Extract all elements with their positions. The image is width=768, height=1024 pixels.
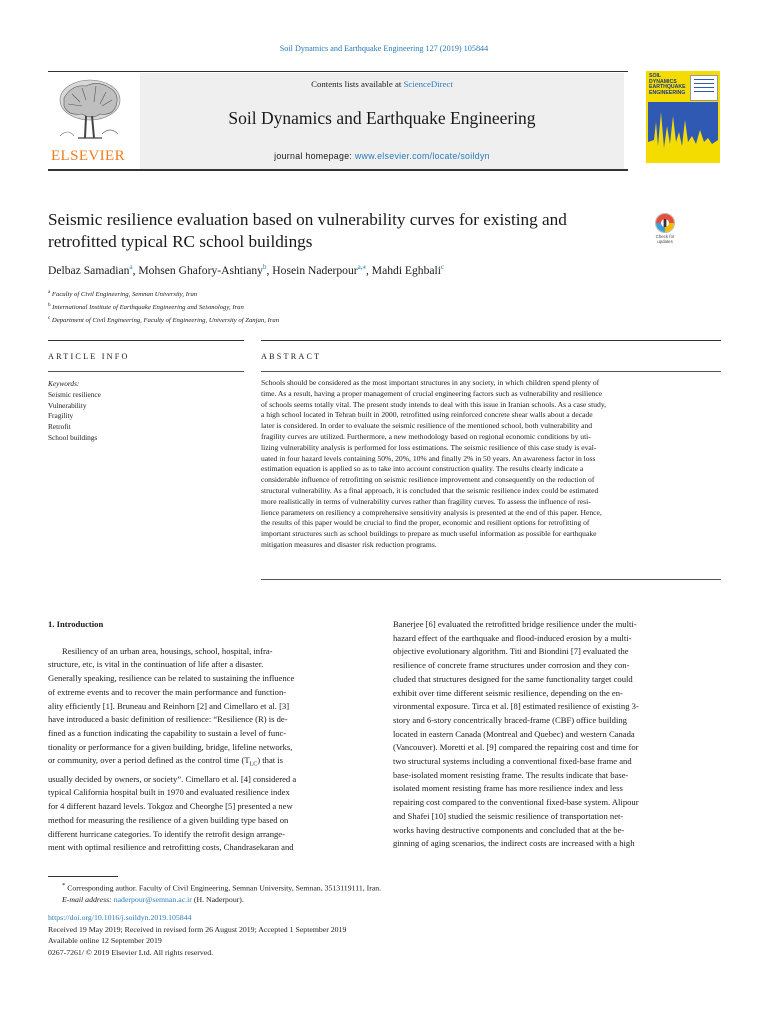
header-bottom-rule — [48, 169, 628, 171]
cover-seismogram-graphic — [648, 102, 718, 158]
article-title: Seismic resilience evaluation based on vulnerability curves for existing and retrofitted typical RC school buildings — [48, 210, 567, 251]
author-affiliation-mark[interactable]: b — [262, 263, 267, 271]
article-info-divider — [48, 371, 244, 372]
keywords-label: Keywords: — [48, 379, 80, 388]
article-info-heading: ARTICLE INFO — [48, 352, 130, 361]
affiliation-item: $^a$ Faculty of Civil Engineering, Semnan University, Iran — [48, 290, 198, 299]
email-note: E-mail address: naderpour@semnan.ac.ir (H. Naderpour). — [62, 895, 244, 905]
keywords-block — [48, 379, 101, 444]
email-link[interactable]: naderpour@semnan.ac.ir — [113, 895, 192, 905]
cover-title: SOIL DYNAMICS EARTHQUAKE ENGINEERING — [649, 73, 686, 97]
author-separator: , — [365, 263, 372, 277]
elsevier-wordmark: ELSEVIER — [50, 148, 126, 164]
elsevier-tree-logo — [52, 76, 126, 146]
journal-homepage-line — [140, 151, 624, 161]
abstract-top-rule — [261, 340, 721, 341]
keyword-item: School buildings — [48, 432, 98, 442]
homepage-label: journal homepage: — [274, 151, 353, 161]
keyword-item: Vulnerability — [48, 400, 87, 410]
abstract-divider — [261, 371, 721, 372]
affiliation-item: $^b$ International Institute of Earthquake Engineering and Seismology, Iran — [48, 302, 244, 312]
contents-prefix: Contents lists available at — [311, 79, 402, 89]
homepage-link[interactable]: www.elsevier.com/locate/soildyn — [354, 151, 490, 161]
header-top-rule — [48, 71, 628, 72]
body-column-right: Banerjee [6] evaluated the retrofitted bridge resilience under the multi- hazard effect of the earthquake and flood-induced erosion by a multi- objective evolutionary algorithm. Titi and Biondini [7] evaluated the resilience of concrete frame structures under corrosion and they con- cluded that structures designed for the same functionality target could exhibit over time different seismic resilience, depending on the en- vironmental exposure. Tirca et al. [8] estimated resilience of existing 3- story and 6-story concentrically braced-frame (CBF) office building located in eastern Canada (Montreal and Quebec) and western Canada (Vancouver). Moretti et al. [9] compared the repairing cost and time for two structural systems including a conventional fixed-base frame and base-isolated moment resisting frame. The results indicate that base- isolated moment resisting frame has more resilience index and less repairing cost compared to the conventional fixed-base system. Alipour and Shafei [10] studied the seismic resilience of transportation net- works having destructive components and concluded that at the be- ginning of aging scenarios, the indirect costs are increased with a high — [393, 619, 639, 849]
keyword-item: Fragility — [48, 411, 74, 421]
crossmark-label: Check for updates — [655, 234, 675, 244]
copyright-line: 0267-7261/ © 2019 Elsevier Ltd. All rights reserved. — [48, 947, 214, 957]
affiliation-item: $^c$ Department of Civil Engineering, Faculty of Engineering, University of Zanjan, Iran — [48, 315, 280, 324]
author-name[interactable]: Hosein Naderpour — [272, 263, 358, 277]
cover-contents-box — [690, 75, 718, 101]
author-separator: , — [132, 263, 139, 277]
author-separator: , — [266, 263, 273, 277]
abstract-text: Schools should be considered as the most important structures in any society, in which children spend plenty of time. As a result, having a proper management of crucial engineering factors such as vulnerability and resilience of schools seems totally vital. The present study intends to deal with this issue in Iranian schools. As a case study, a high school located in Tehran built in 2000, retrofitted using reinforced concrete shear walls about a decade later is considered. In order to evaluate the seismic resilience of the mentioned school, both vulnerability and fragility curves are utilized. Furthermore, a new methodology based on regional economic conditions by uti- lizing vulnerability analysis is performed for loss estimations. The seismic resilience of this case study is eval- uated in four hazard levels containing 50%, 20%, 10% and finally 2% in 50 years. An awareness factor in loss estimation equation is applied so as to take into account construction quality. The results clearly indicate a considerable influence of retrofitting on seismic resilience improvement and consequently on the reduction of structural vulnerability. As a final approach, it is concluded that the seismic resilience index could be estimated more realistically in terms of vulnerability curves rather than fragility curves. To assess the influence of resi- lience parameters on resiliency a comprehensive sensitivity analysis is presented at the end of this paper. Hence, the results of this paper would be crucial to find the proper, economic and resilient options for retrofitting of important structures such as school buildings to prepare as much useful information as possible for earthquake mitigation measures and disaster risk reduction programs. — [261, 378, 607, 549]
received-dates: Received 19 May 2019; Received in revised form 26 August 2019; Accepted 1 September 2019 — [48, 924, 347, 934]
doi-link[interactable]: https://doi.org/10.1016/j.soildyn.2019.105844 — [48, 913, 192, 922]
abstract-heading: ABSTRACT — [261, 352, 322, 361]
footnote-rule — [48, 876, 118, 877]
keyword-item: Seismic resilience — [48, 389, 101, 399]
section-heading: 1. Introduction — [48, 619, 104, 629]
body-column-left: 1. Introduction Resiliency of an urban area, housings, school, hospital, infra- structure, etc, is vital in the continuation of life after a disaster. Generally speaking, resilience can be related to sustaining the influence of extreme events and to recover the main performance and function- ality efficiently [1]. Bruneau and Reinhorn [2] and Cimellaro et al. [3] have introduced a basic definition of resilience: “Resilience (R) is de- fined as a function indicating the capability to sustain a level of func- tionality or performance for a given building, bridge, lifeline networks, or community, over a period defined as the control time $(T_{LC})$ that is usually decided by owners, or society”. Cimellaro et al. [4] considered a typical California hospital built in 1970 and evaluated resilience index for 4 different hazard levels. Tokgoz and Cheorghe [5] presented a new method for measuring the resilience of a given building type based on different hurricane categories. To identify the retrofit design arrange- ment with optimal resilience and retrofitting costs, Chandrasekaran and — [48, 618, 376, 855]
author-name[interactable]: Mohsen Ghafory-Ashtiany — [138, 263, 263, 277]
available-online-date: Available online 12 September 2019 — [48, 936, 162, 946]
abstract-bottom-rule — [261, 579, 721, 580]
affiliation-list — [48, 288, 279, 326]
journal-cover-thumbnail[interactable] — [646, 71, 720, 163]
crossmark-icon — [651, 212, 679, 236]
author-list — [48, 263, 444, 277]
author-affiliation-mark[interactable]: a,⁎ — [357, 263, 366, 271]
footnotes — [48, 880, 718, 906]
author-name[interactable]: Mahdi Eghbali — [371, 263, 441, 277]
journal-reference-link[interactable]: Soil Dynamics and Earthquake Engineering 127 (2019) 105844 — [279, 44, 489, 53]
check-for-updates-badge[interactable] — [651, 212, 679, 250]
article-info-top-rule — [48, 340, 244, 341]
article-metadata — [48, 912, 346, 958]
corresponding-author-note: * Corresponding author. Faculty of Civil Engineering, Semnan University, Semnan, 3513119111, Iran. — [62, 882, 382, 893]
author-name[interactable]: Delbaz Samadian — [48, 263, 130, 277]
cover-seismogram-panel — [648, 102, 718, 158]
keyword-item: Retrofit — [48, 422, 71, 432]
contents-lists-line — [140, 79, 624, 89]
author-affiliation-mark[interactable]: c — [441, 263, 445, 271]
sciencedirect-link[interactable]: ScienceDirect — [403, 79, 453, 89]
journal-title: Soil Dynamics and Earthquake Engineering — [228, 108, 536, 128]
author-affiliation-mark[interactable]: a — [129, 263, 133, 271]
